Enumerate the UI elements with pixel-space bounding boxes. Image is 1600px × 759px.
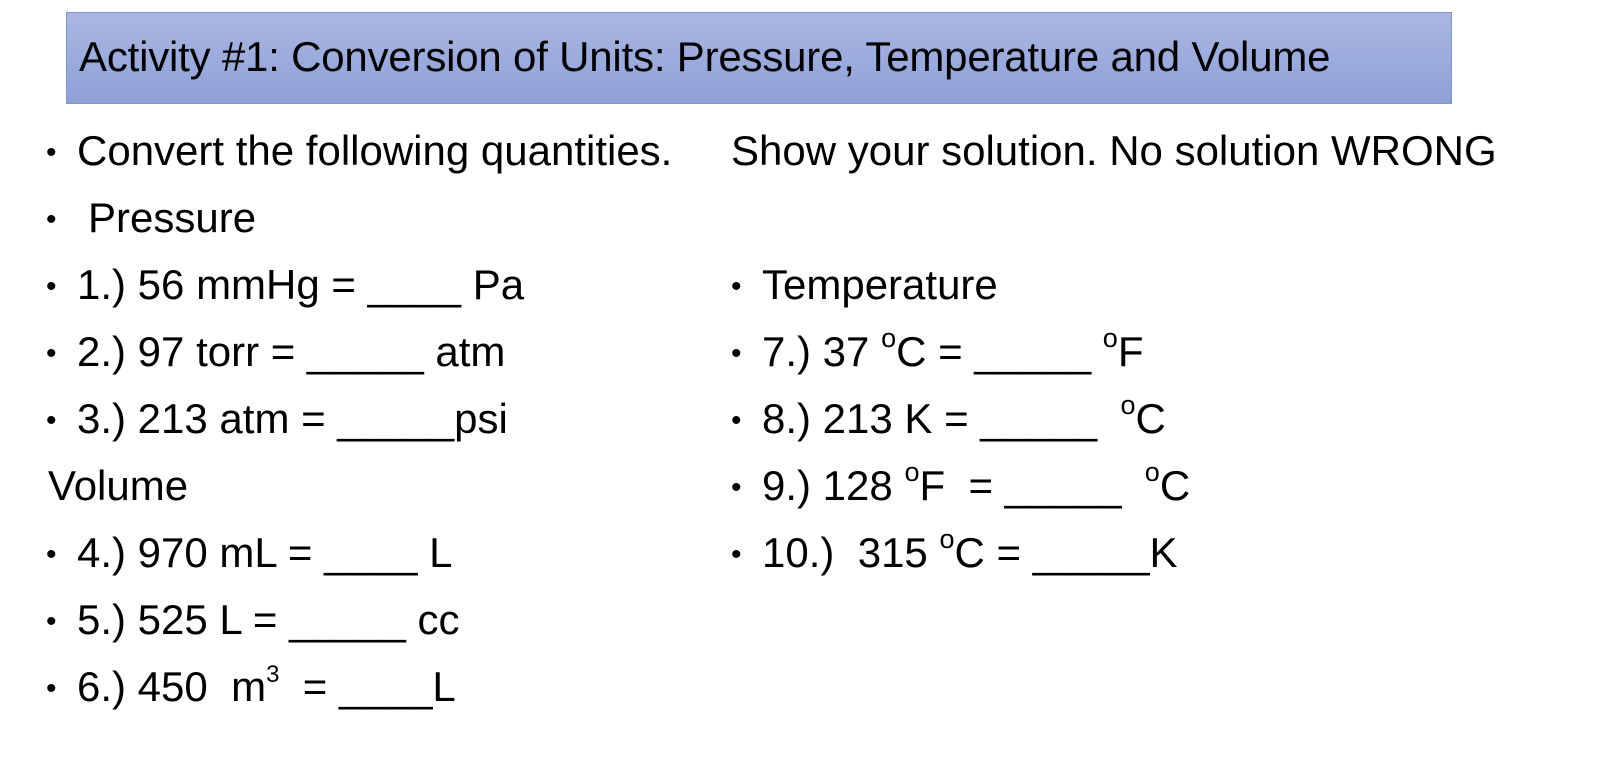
bullet: •: [731, 270, 742, 303]
volume-heading: Volume: [48, 462, 189, 509]
question-10-part-b: C = _____K: [954, 529, 1178, 576]
question-2: 2.) 97 torr = _____ atm: [77, 328, 506, 375]
question-4: 4.) 970 mL = ____ L: [77, 529, 453, 576]
page-title: Activity #1: Conversion of Units: Pressure, Temperature and Volume: [79, 33, 1331, 80]
pressure-heading: Pressure: [88, 194, 257, 241]
question-8-part-b: C: [1135, 395, 1166, 442]
question-9: [762, 457, 1191, 511]
superscript: 3: [266, 661, 280, 688]
bullet: •: [731, 471, 742, 504]
bullet: •: [46, 404, 57, 437]
question-5: 5.) 525 L = _____ cc: [77, 596, 460, 643]
question-6: [77, 662, 456, 712]
question-7-part-c: F: [1117, 328, 1144, 375]
degree-superscript: o: [904, 457, 920, 487]
bullet: •: [46, 337, 57, 370]
intro-part-1: Convert the following quantities.: [77, 127, 673, 174]
bullet: •: [46, 203, 57, 236]
bullet: •: [46, 672, 57, 705]
degree-superscript: o: [1120, 390, 1136, 420]
question-8: [762, 390, 1166, 444]
intro-instruction-2: [731, 126, 1497, 176]
degree-superscript: o: [881, 323, 897, 353]
question-3: 3.) 213 atm = _____psi: [77, 395, 508, 442]
bullet: •: [731, 337, 742, 370]
bullet: •: [46, 270, 57, 303]
question-1: 1.) 56 mmHg = ____ Pa: [77, 261, 525, 308]
question-7-part-b: C = _____: [896, 328, 1103, 375]
question-6-part-b: = ____L: [279, 663, 456, 710]
title-banner: [66, 12, 1452, 104]
question-10: [762, 524, 1178, 578]
temperature-heading: Temperature: [762, 261, 998, 308]
bullet: •: [46, 136, 57, 169]
intro-part-2: Show your solution. No solution WRONG: [731, 127, 1497, 174]
question-7: [762, 323, 1144, 377]
intro-instruction: [77, 126, 672, 176]
bullet: •: [46, 605, 57, 638]
bullet: •: [46, 538, 57, 571]
question-9-part-b: F = _____: [919, 462, 1145, 509]
question-8-part-a: 8.) 213 K = _____: [762, 395, 1121, 442]
question-9-part-c: C: [1159, 462, 1191, 509]
degree-superscript: o: [1102, 323, 1118, 353]
bullet: •: [731, 538, 742, 571]
question-9-part-a: 9.) 128: [762, 462, 905, 509]
question-7-part-a: 7.) 37: [762, 328, 882, 375]
bullet: •: [731, 404, 742, 437]
degree-superscript: o: [1144, 457, 1160, 487]
question-6-part-a: 6.) 450 m: [77, 663, 267, 710]
question-10-part-a: 10.) 315: [762, 529, 940, 576]
degree-superscript: o: [939, 524, 955, 554]
